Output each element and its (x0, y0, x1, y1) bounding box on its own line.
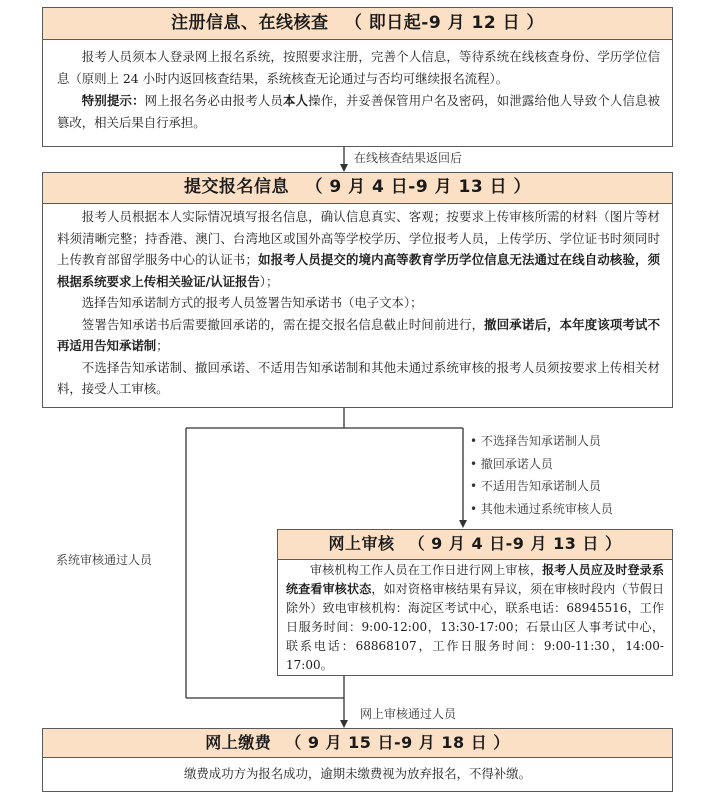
step-review-date: （ 9 月 4 日-9 月 13 日 ） (408, 534, 622, 553)
step-payment-body (43, 758, 672, 790)
step-submit-body (43, 204, 672, 400)
manual-review-conditions (470, 430, 613, 520)
step-register-body (43, 40, 672, 134)
arrow1-label: 在线核查结果返回后 (354, 151, 463, 165)
arrow3-label: 网上审核通过人员 (360, 707, 457, 721)
submit-paragraph-1: 报考人员根据本人实际情况填写报名信息，确认信息真实、客观；按要求上传审核所需的材料（图片等材料须清晰完整；持香港、澳门、台湾地区或国外高等学校学历、学位报考人员，上传学历、学位证书时须同时上传教育部留学服务中心的认证书；如报考人员提交的境内高等教育学历学位信息无法通过在线自动核验，须根据系统要求上传相关验证/认证报告）； (57, 209, 661, 289)
step-review-title: 网上审核 (328, 534, 395, 553)
register-paragraph-2: 特别提示：网上报名务必由报考人员本人操作，并妥善保管用户名及密码，如泄露给他人导致个人信息被篡改，相关后果自行承担。 (57, 93, 661, 130)
step-payment-title: 网上缴费 (205, 733, 272, 752)
step-register-date: （ 即日起-9 月 12 日 ） (344, 13, 545, 33)
step-payment-date: （ 9 月 15 日-9 月 18 日 ） (285, 733, 510, 752)
step-payment (42, 728, 673, 792)
submit-paragraph-3: 签署告知承诺书后需要撤回承诺的，需在提交报名信息截止时间前进行，撤回承诺后，本年度该项考试不再适用告知承诺制； (57, 316, 661, 353)
step-review-header (278, 530, 672, 560)
register-paragraph-1: 报考人员须本人登录网上报名系统，按照要求注册，完善个人信息，等待系统在线核查身份、学历学位信息（原则上 24 小时内返回核查结果，系统核查无论通过与否均可继续报名流程）。 (57, 49, 660, 86)
condition-item: • 不选择告知承诺制人员 (470, 434, 601, 448)
review-paragraph: 审核机构工作人员在工作日进行网上审核，报考人员应及时登录系统查看审核状态，如对资格审核结果有异议，须在审核时段内（节假日除外）致电审核机构：海淀区考试中心，联系电话：68945516，工作日服务时间：9:00-12:00，13:30-17:00；石景山区人事考试中心，联系电话：68868107，工作日服务时间：9:00-11:30，14:00-17:00。 (286, 563, 664, 672)
condition-item: • 不适用告知承诺制人员 (470, 479, 601, 493)
step-submit-header (43, 173, 672, 204)
step-register-header (43, 8, 672, 40)
step-submit-date: （ 9 月 4 日-9 月 13 日 ） (305, 177, 531, 197)
condition-item: • 撤回承诺人员 (470, 456, 553, 471)
system-passed-label: 系统审核通过人员 (56, 553, 153, 567)
payment-text: 缴费成功方为报名成功，逾期未缴费视为放弃报名，不得补缴。 (184, 766, 531, 781)
step-register-title: 注册信息、在线核查 (170, 13, 329, 33)
step-register (42, 7, 673, 147)
step-submit (42, 172, 673, 408)
step-review (277, 529, 673, 676)
condition-item: • 其他未通过系统审核人员 (470, 501, 613, 516)
step-submit-title: 提交报名信息 (184, 177, 290, 197)
step-payment-header (43, 729, 672, 758)
step-review-body (278, 560, 672, 675)
submit-paragraph-4: 不选择告知承诺制、撤回承诺、不适用告知承诺制和其他未通过系统审核的报考人员须按要求上传相关材料，接受人工审核。 (57, 359, 660, 396)
submit-paragraph-2: 选择告知承诺制方式的报考人员签署告知承诺书（电子文本）； (81, 295, 423, 310)
